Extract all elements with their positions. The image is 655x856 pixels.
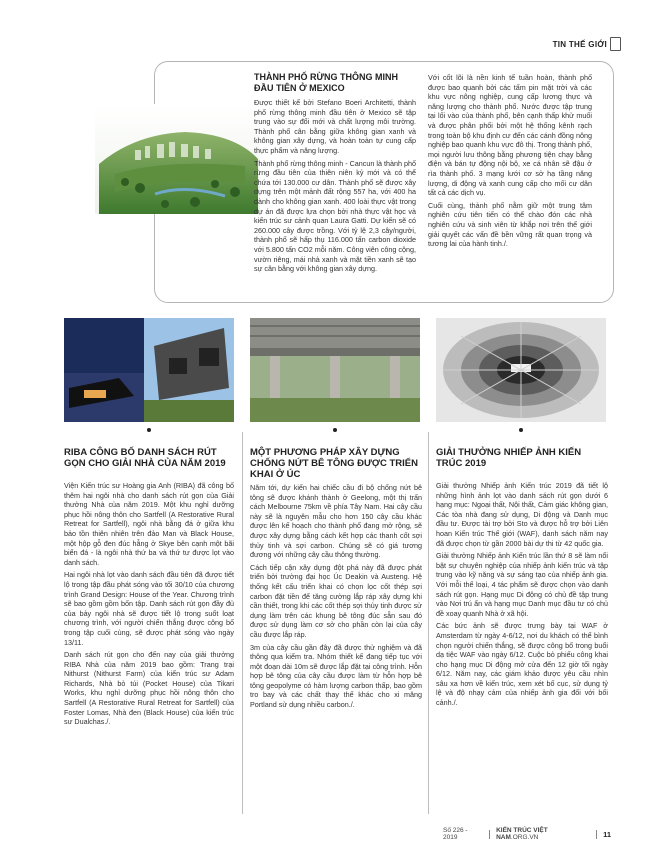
article-3-title: MỘT PHƯƠNG PHÁP XÂY DỰNG CHỐNG NỨT BÊ TÔNG ĐƯỢC TRIỂN KHAI Ở ÚC <box>250 447 418 480</box>
article-1-column-1 <box>254 98 416 277</box>
section-label: TIN THẾ GIỚI <box>552 40 607 49</box>
article-1-paragraph: Cuối cùng, thành phố nằm giữ một trung tâm nghiên cứu tiên tiến có thể chào đón các nhà nghiên cứu và sinh viên từ khắp nơi trên thế giới giải quyết các vấn đề bền vững rất quan trọng và tương lai của hành tinh./. <box>428 200 592 249</box>
article-1-paragraph: Với cốt lõi là nền kinh tế tuần hoàn, thành phố được bao quanh bởi các tấm pin mặt trời và các khu vực nông nghiệp, cung cấp lương thực và năng lượng cho thành phố. Nước được tập trung tại lối vào của thành phố, bên cạnh thấp khử muối và được phân phối bởi một hệ thống kênh rạch trong toàn bộ khu định cư đến các cánh đồng nông nghiệp bao quanh khu vực đô thị. Trong thành phố, mọi người lưu thông bằng phương tiện chạy bằng điện và bán tự động nội bộ, xe cá nhân sẽ đậu ở rìa thành phố. 3 mạng lưới cơ sở hạ tầng năng lượng, di động và xanh cung cấp cho mối cư dân tất cả các dịch vụ. <box>428 73 592 198</box>
article-2-paragraph: Viện Kiến trúc sư Hoàng gia Anh (RIBA) đã công bố thêm hai ngôi nhà cho danh sách rút gọn của Giải thưởng Nhà của năm 2019. Một khu nghỉ dưỡng phục hồi nông thôn cho Sartfell (A Restorative Rural Retreat for Sartfell), ngôi nhà bằng đá ở giữa khu bảo tồn thiên nhiên trên đảo Man và Black House, một hộp gỗ đen đúc hẫng ở Skye bên cạnh một bãi biển đá - là ngôi nhà thứ ba và thứ tư được lọt vào danh sách. <box>64 481 234 567</box>
column-marker-dot <box>147 428 151 432</box>
column-marker-dot <box>519 428 523 432</box>
footer-divider <box>489 830 490 839</box>
smart-forest-city-image <box>95 104 260 214</box>
article-3-paragraph: 3m của cây cầu gần đây đã được thử nghiệm và đã thông qua kiểm tra. Nhóm thiết kế đang tiếp tục với một đoạn dài 10m sẽ được lắp đặt tại công trình. Hỗn hợp bê tông của cây cầu được làm từ hỗn hợp bê tông geopolyme có hàm lượng carbon thấp, bao gồm tro bay và các chất thay thế khác cho xi măng Portland sử dụng nhiều carbon./. <box>250 642 422 710</box>
footer-divider <box>596 830 597 839</box>
article-1-column-2 <box>428 73 592 252</box>
site-name <box>496 827 590 841</box>
article-3-paragraph: Cách tiếp cận xây dựng đột phá này đã được phát triển bởi trường đại học Úc Deakin và Austeng. Hệ thống kết cấu triển khai có chọn lọc cốt thép sợi carbon đặt tiền để tăng cường lắp ráp xây dựng khi cần thiết, trong khi các cốt thép sợi thủy tinh được sử dụng làm trên các khung bê tông đúc sẵn sau đó được sử dụng làm cơ sở cho phần còn lại của cây cầu được lắp ráp. <box>250 562 422 639</box>
article-4-paragraph: Giải thưởng Nhiếp ảnh Kiến trúc lần thứ 8 sẽ làm nổi bật sự chuyên nghiệp của nhiếp ảnh kiến trúc và tập trung vào kỹ năng và sự sáng tạo của nhiếp ảnh gia. Với mỗi thể loại, 4 tác phẩm sẽ được chọn vào danh sách rút gọn. Hạng mục Di động có chủ đề tập trung vào Nơi trú ẩn và hạng mục Danh mục đầu tư có chủ đề xoay quanh Nhà ở xã hội. <box>436 551 608 618</box>
site-name-tail: .ORG.VN <box>510 834 539 841</box>
riba-house-photo <box>64 318 234 422</box>
page-number: 11 <box>603 829 611 839</box>
article-4-paragraph: Giải thưởng Nhiếp ảnh Kiến trúc 2019 đã tiết lộ những hình ảnh lọt vào danh sách rút gọn dưới 6 hạng mục: Ngoại thất, Nội thất, Cảm giác không gian, Các tòa nhà đang sử dụng, Di động và Danh mục đầu tư. Được tài trợ bởi Sto và được hỗ trợ bởi Liên hoan Kiến trúc Thế giới (WAF), danh sách năm nay đã được chọn từ gần 2000 bài dự thi từ 42 quốc gia. <box>436 481 608 548</box>
article-2-body <box>64 481 234 730</box>
article-3-body <box>250 483 422 713</box>
article-3-paragraph: Năm tới, dự kiến hai chiếc cầu đi bộ chống nứt bê tông sẽ được khánh thành ở Geelong, một thị trấn cách Melbourne 75km về phía Tây Nam. Hai cây cầu này sẽ là nguyên mẫu cho hơn 150 cây cầu khác được lên kế hoạch cho thành phố đang mở rộng, sẽ được xây dựng bằng cách kết hợp các thanh cốt sợi thủy tinh và sợi carbon. Chúng sẽ có giá tương đương với những cây cầu thông thường. <box>250 483 422 560</box>
article-4-title: GIẢI THƯỞNG NHIẾP ẢNH KIẾN TRÚC 2019 <box>436 447 582 469</box>
bridge-underside-photo <box>250 318 420 422</box>
article-1-paragraph: Được thiết kế bởi Stefano Boeri Architetti, thành phố rừng thông minh đầu tiên ở Mexico sẽ tập trung vào sự đổi mới và chất lượng môi trường. Thành phố cân bằng giữa không gian xanh và không gian xây dựng, và hoàn toàn tự cung cấp thực phẩm và năng lượng. <box>254 98 416 155</box>
page-footer <box>443 828 611 840</box>
article-2-paragraph: Hai ngôi nhà lọt vào danh sách đầu tiên đã được tiết lộ trong tập đầu phát sóng vào tối 30/10 của chương trình Grand Design: House of the Year. Chương trình sẽ bao gồm gồm bốn tập. Danh sách rút gọn đầy đủ của bảy ngôi nhà sẽ được tiết lộ trong suốt loạt chương trình, với người chiến thắng được công bố trong tập cuối cùng, sẽ được phát sóng vào ngày 13/11. <box>64 570 234 647</box>
tunnel-architecture-photo <box>436 318 606 422</box>
column-marker-dot <box>333 428 337 432</box>
section-marker-icon <box>610 37 621 51</box>
article-2-paragraph: Danh sách rút gọn cho đến nay của giải thưởng RIBA Nhà của năm 2019 bao gồm: Trang trại Nithurst (Nithurst Farm) của kiến trúc sư Adam Richards, Nhà bỏ túi (Pocket House) của Tikari Works, khu nghỉ dưỡng phục hồi nông thôn cho Sartfell (A Restorative Rural Retreat for Sartfell) của Foster Lomas, Nhà đen (Black House) của kiến trúc sư Dualchas./. <box>64 650 234 727</box>
article-4-paragraph: Các bức ảnh sẽ được trưng bày tại WAF ở Amsterdam từ ngày 4-6/12, nơi du khách có thể bình chọn người chiến thắng, sẽ được công bố trong buổi dạ tiệc WAF vào ngày 6/12. Cuộc bỏ phiếu công khai cho hạng mục Di động mở cửa đến 12 giờ tối ngày 6/12. Năm nay, các giám khảo được yêu cầu nhìn sâu xa hơn về kiến trúc, xem xét bố cục, sử dụng tỷ lệ và độ nhạy cảm của nhiếp ảnh gia đối với bối cảnh./. <box>436 621 608 708</box>
column-divider <box>242 432 243 814</box>
column-divider <box>428 432 429 814</box>
article-4-body <box>436 481 608 711</box>
article-1-title: THÀNH PHỐ RỪNG THÔNG MINH ĐẦU TIÊN Ở MEXICO <box>254 72 398 93</box>
site-name-bold: KIẾN TRÚC VIỆT NAM <box>496 827 548 841</box>
article-1-paragraph: Thành phố rừng thông minh - Cancun là thành phố rừng đầu tiên của thiên niên kỷ mới và có thể chứa tới 130.000 cư dân. Thành phố sẽ được xây dựng trên một mảnh đất rộng 557 ha, với 400 ha dành cho không gian xanh. 400 loài thực vật trong dự án đã được lựa chọn bởi nhà thực vật học và kiến trúc sư cảnh quan Laura Gatti. Dự kiến sẽ có 260.000 cây được trồng. Với tỷ lệ 2,3 cây/người, thành phố sẽ hấp thụ 116.000 tấn carbon dioxide với 5.800 tấn CO2 mỗi năm. Công viên công cộng, vườn riêng, mái nhà xanh và mặt tiền xanh sẽ tạo sự cân bằng với không gian xây dựng. <box>254 158 416 274</box>
issue-number: Số 226 - 2019 <box>443 827 468 841</box>
article-2-title: RIBA CÔNG BỐ DANH SÁCH RÚT GỌN CHO GIẢI NHÀ CỦA NĂM 2019 <box>64 447 226 469</box>
